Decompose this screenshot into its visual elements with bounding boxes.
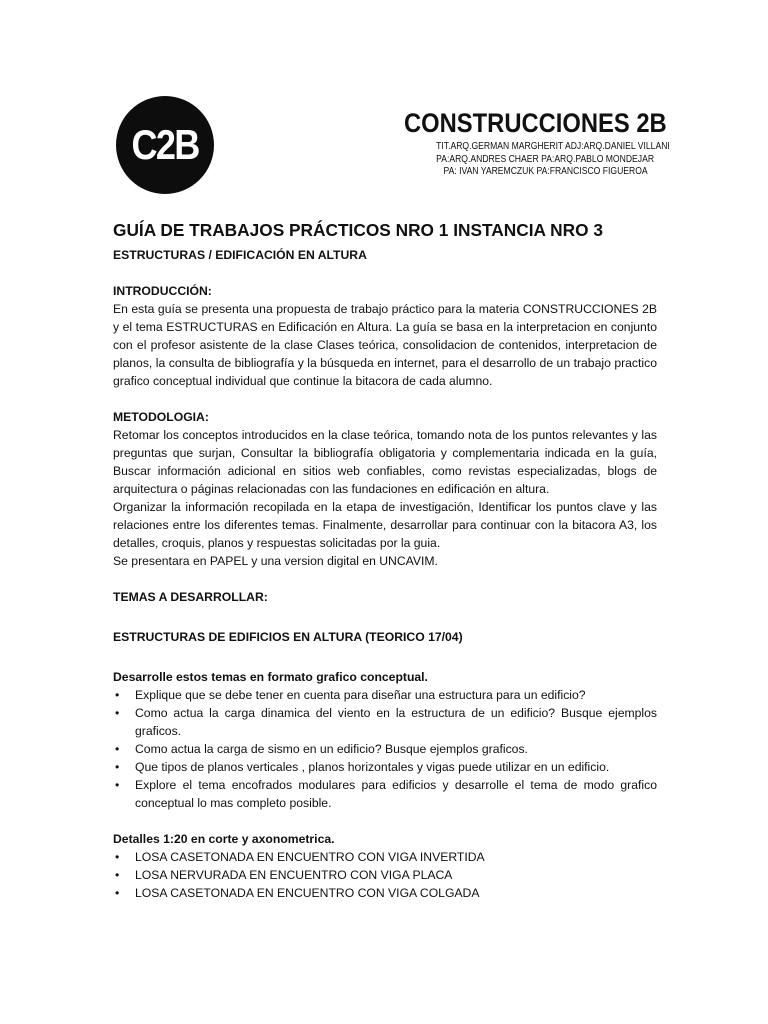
list-item <box>113 848 657 866</box>
list-item-text: LOSA NERVURADA EN ENCUENTRO CON VIGA PLACA <box>135 868 453 882</box>
topics-heading: TEMAS A DESARROLLAR: <box>113 590 268 604</box>
c2b-logo <box>116 96 214 194</box>
brand-title: CONSTRUCCIONES 2B <box>404 108 667 138</box>
bullet-icon: • <box>115 760 120 774</box>
list-item <box>113 686 657 704</box>
intro-heading: INTRODUCCIÓN: <box>113 284 212 298</box>
document-body <box>113 218 657 902</box>
staff-line-2: PA:ARQ.ANDRES CHAER PA:ARQ.PABLO MONDEJAR <box>436 153 655 165</box>
methodology-paragraph: Organizar la información recopilada en la etapa de investigación, Identificar los puntos clave y las relaciones entre los diferentes temas. Finalmente, desarrollar para continuar con la bitacora A3, los detalles, croquis, planos y respuestas solicitadas por la guia. <box>113 500 657 550</box>
staff-line-3: PA: IVAN YAREMCZUK PA:FRANCISCO FIGUEROA <box>443 166 648 177</box>
list-item-text: Como actua la carga dinamica del viento en la estructura de un edificio? Busque ejemplos graficos. <box>135 706 657 738</box>
list-item-text: Que tipos de planos verticales , planos horizontales y vigas puede utilizar en un edificio. <box>135 760 610 774</box>
document-title: GUÍA DE TRABAJOS PRÁCTICOS NRO 1 INSTANCIA NRO 3 <box>113 220 603 240</box>
list-item <box>113 866 657 884</box>
bullet-icon: • <box>115 742 120 756</box>
section-heading: ESTRUCTURAS DE EDIFICIOS EN ALTURA (TEORICO 17/04) <box>113 630 463 644</box>
conceptual-list <box>113 686 657 812</box>
list-item <box>113 884 657 902</box>
list-item-text: LOSA CASETONADA EN ENCUENTRO CON VIGA COLGADA <box>135 886 480 900</box>
bullet-icon: • <box>115 850 120 864</box>
bullet-icon: • <box>115 868 120 882</box>
course-header <box>400 108 670 179</box>
details-list <box>113 848 657 902</box>
list-item <box>113 704 657 740</box>
bullet-icon: • <box>115 778 120 792</box>
list-item <box>113 758 657 776</box>
list-item <box>113 740 657 758</box>
conceptual-heading: Desarrolle estos temas en formato grafico conceptual. <box>113 670 428 684</box>
list-item-text: Explique que se debe tener en cuenta para diseñar una estructura para un edificio? <box>135 688 586 702</box>
logo-text: C2B <box>131 121 199 168</box>
staff-line-1: TIT.ARQ.GERMAN MARGHERIT ADJ:ARQ.DANIEL VILLANI <box>436 141 670 152</box>
methodology-paragraph: Se presentara en PAPEL y una version digital en UNCAVIM. <box>113 554 438 568</box>
bullet-icon: • <box>115 706 120 720</box>
intro-text: En esta guía se presenta una propuesta de trabajo práctico para la materia CONSTRUCCIONES 2B y el tema ESTRUCTURAS en Edificación en Altura. La guía se basa en la interpretacion en conjunto con el profesor asistente de la clase Clases teórica, consolidacion de contenidos, interpretacion de planos, la consulta de bibliografía y la búsqueda en internet, para el desarrollo de un trabajo practico grafico conceptual individual que continue la bitacora de cada alumno. <box>113 302 657 388</box>
bullet-icon: • <box>115 886 120 900</box>
methodology-heading: METODOLOGIA: <box>113 410 209 424</box>
methodology-paragraph: Retomar los conceptos introducidos en la clase teórica, tomando nota de los puntos relevantes y las preguntas que surjan, Consultar la bibliografía obligatoria y complementaria indicada en la guía, Buscar información adicional en sitios web confiables, como revistas especializadas, blogs de arquitectura o páginas relacionadas con las fundaciones en edificación en altura. <box>113 428 657 496</box>
details-heading: Detalles 1:20 en corte y axonometrica. <box>113 832 335 846</box>
list-item-text: Explore el tema encofrados modulares para edificios y desarrolle el tema de modo grafico conceptual lo mas completo posible. <box>135 778 657 810</box>
document-subtitle: ESTRUCTURAS / EDIFICACIÓN EN ALTURA <box>113 248 367 262</box>
list-item-text: LOSA CASETONADA EN ENCUENTRO CON VIGA INVERTIDA <box>135 850 485 864</box>
list-item-text: Como actua la carga de sismo en un edificio? Busque ejemplos graficos. <box>135 742 528 756</box>
list-item <box>113 776 657 812</box>
bullet-icon: • <box>115 688 120 702</box>
